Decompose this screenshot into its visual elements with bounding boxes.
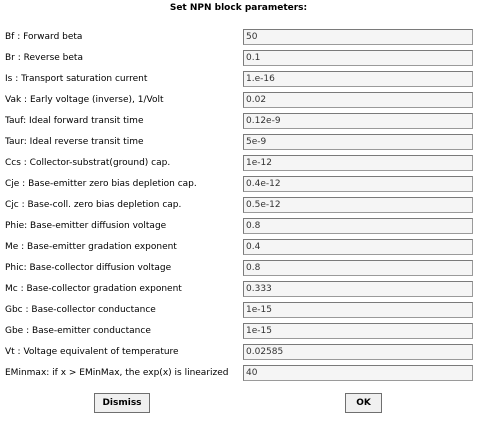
ccs-input[interactable] xyxy=(243,155,473,171)
dismiss-button[interactable]: Dismiss xyxy=(94,393,150,413)
dialog-title: Set NPN block parameters: xyxy=(169,3,308,13)
parameter-list xyxy=(0,27,477,384)
parameter-row-vak xyxy=(0,90,477,111)
parameter-row-vt xyxy=(0,342,477,363)
cje-input[interactable] xyxy=(243,176,473,192)
parameter-row-tauf xyxy=(0,111,477,132)
ccs-label: Ccs : Collector-substrat(ground) cap. xyxy=(5,158,171,168)
parameter-row-br xyxy=(0,48,477,69)
phic-label: Phic: Base-collector diffusion voltage xyxy=(5,263,172,273)
phic-input[interactable] xyxy=(243,260,473,276)
parameter-row-eminmax xyxy=(0,363,477,384)
parameter-row-mc xyxy=(0,279,477,300)
parameter-row-phic xyxy=(0,258,477,279)
mc-label: Mc : Base-collector gradation exponent xyxy=(5,284,182,294)
br-input[interactable] xyxy=(243,50,473,66)
cje-label: Cje : Base-emitter zero bias depletion cap. xyxy=(5,179,197,189)
phie-input[interactable] xyxy=(243,218,473,234)
gbc-input[interactable] xyxy=(243,302,473,318)
parameter-row-bf xyxy=(0,27,477,48)
parameter-row-cje xyxy=(0,174,477,195)
bf-label: Bf : Forward beta xyxy=(5,32,83,42)
is-input[interactable] xyxy=(243,71,473,87)
parameter-row-cjc xyxy=(0,195,477,216)
vak-input[interactable] xyxy=(243,92,473,108)
vak-label: Vak : Early voltage (inverse), 1/Volt xyxy=(5,95,164,105)
gbc-label: Gbc : Base-collector conductance xyxy=(5,305,156,315)
taur-label: Taur: Ideal reverse transit time xyxy=(5,137,144,147)
tauf-input[interactable] xyxy=(243,113,473,129)
parameter-row-phie xyxy=(0,216,477,237)
parameter-row-me xyxy=(0,237,477,258)
taur-input[interactable] xyxy=(243,134,473,150)
me-input[interactable] xyxy=(243,239,473,255)
vt-label: Vt : Voltage equivalent of temperature xyxy=(5,347,179,357)
me-label: Me : Base-emitter gradation exponent xyxy=(5,242,177,252)
eminmax-input[interactable] xyxy=(243,365,473,381)
tauf-label: Tauf: Ideal forward transit time xyxy=(5,116,144,126)
eminmax-label: EMinmax: if x > EMinMax, the exp(x) is linearized xyxy=(5,368,229,378)
gbe-input[interactable] xyxy=(243,323,473,339)
parameter-row-ccs xyxy=(0,153,477,174)
parameter-row-gbe xyxy=(0,321,477,342)
gbe-label: Gbe : Base-emitter conductance xyxy=(5,326,151,336)
vt-input[interactable] xyxy=(243,344,473,360)
bf-input[interactable] xyxy=(243,29,473,45)
cjc-label: Cjc : Base-coll. zero bias depletion cap. xyxy=(5,200,182,210)
parameter-row-gbc xyxy=(0,300,477,321)
phie-label: Phie: Base-emitter diffusion voltage xyxy=(5,221,167,231)
parameter-row-is xyxy=(0,69,477,90)
parameter-row-taur xyxy=(0,132,477,153)
br-label: Br : Reverse beta xyxy=(5,53,83,63)
is-label: Is : Transport saturation current xyxy=(5,74,148,84)
ok-button[interactable]: OK xyxy=(345,393,382,413)
mc-input[interactable] xyxy=(243,281,473,297)
cjc-input[interactable] xyxy=(243,197,473,213)
